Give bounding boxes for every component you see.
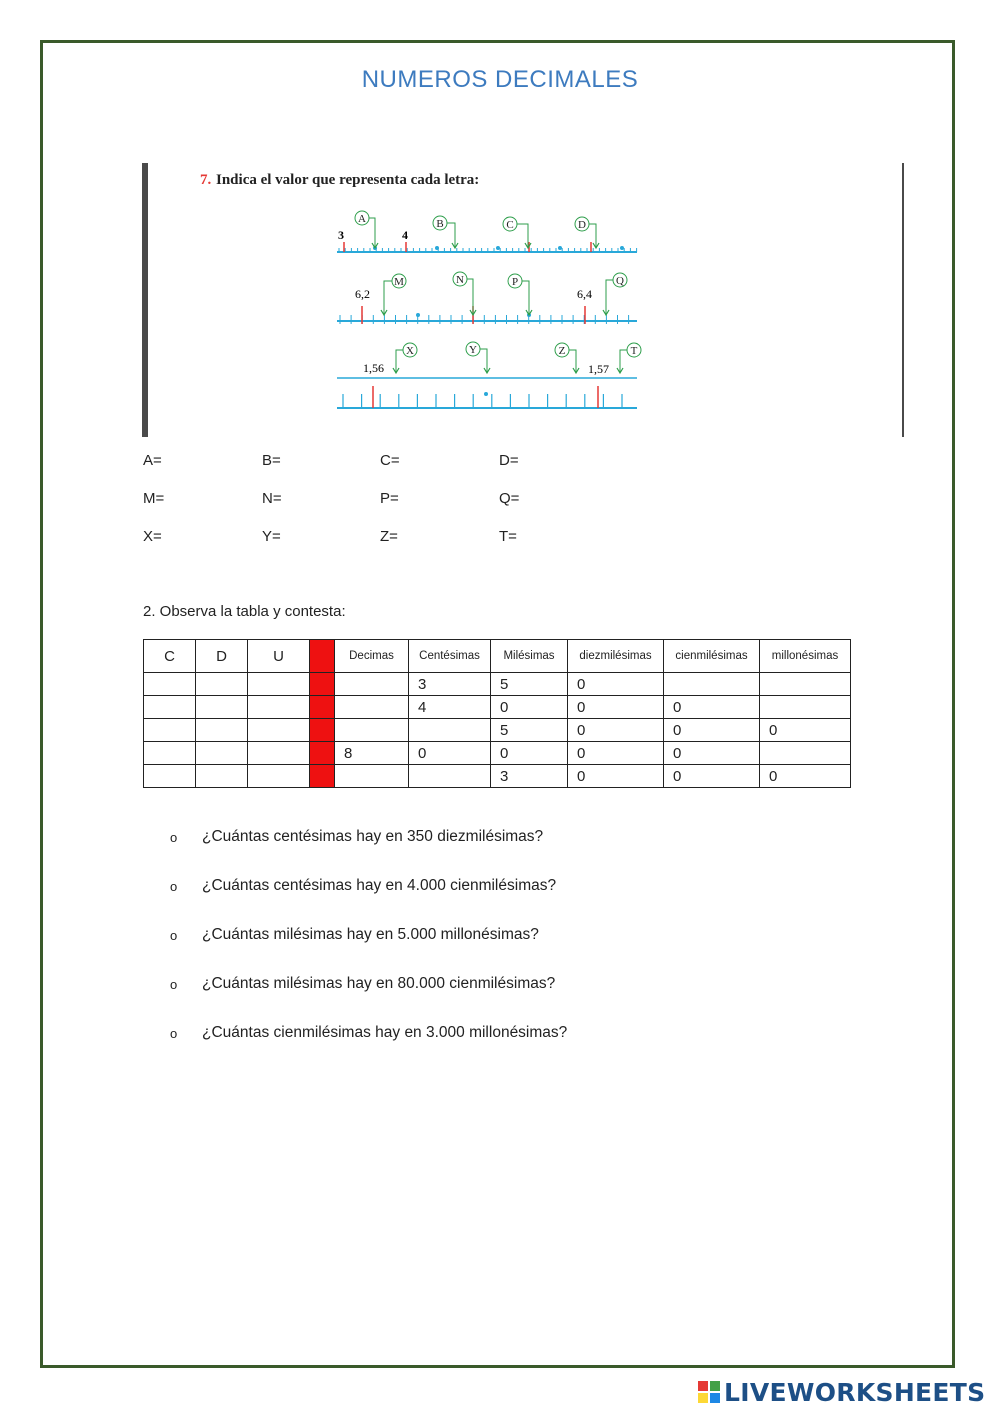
arrow-line bbox=[620, 350, 627, 373]
table-header-row bbox=[144, 640, 851, 673]
answer-d[interactable]: D= bbox=[499, 452, 519, 469]
question-1: ¿Cuántas centésimas hay en 350 diezmilésimas? bbox=[202, 828, 544, 845]
line2-label-6-4: 6,4 bbox=[577, 287, 592, 301]
number-line-2 bbox=[337, 272, 637, 324]
question-2: ¿Cuántas centésimas hay en 4.000 cienmilésimas? bbox=[202, 877, 557, 894]
cell[interactable]: 0 bbox=[664, 719, 760, 742]
cell[interactable] bbox=[248, 742, 310, 765]
cell[interactable] bbox=[196, 765, 248, 788]
arrow-line bbox=[569, 350, 576, 373]
number-line-1 bbox=[337, 211, 637, 252]
decimal-point-marker bbox=[310, 673, 335, 696]
exercise-number: 7. bbox=[200, 172, 212, 188]
header-decimas: Decimas bbox=[335, 640, 409, 673]
cell[interactable]: 0 bbox=[409, 742, 491, 765]
cell[interactable]: 0 bbox=[568, 742, 664, 765]
bullet-icon: o bbox=[170, 830, 178, 845]
answer-b[interactable]: B= bbox=[262, 452, 281, 469]
table-row bbox=[144, 719, 851, 742]
answers-row-3 bbox=[143, 528, 743, 566]
line3-label-1-57: 1,57 bbox=[588, 362, 609, 376]
decimal-point-marker bbox=[310, 742, 335, 765]
cell[interactable]: 0 bbox=[760, 719, 851, 742]
cell[interactable]: 0 bbox=[568, 719, 664, 742]
cell[interactable] bbox=[196, 673, 248, 696]
bullet-icon: o bbox=[170, 879, 178, 894]
letter-t: T bbox=[630, 345, 638, 357]
question-3: ¿Cuántas milésimas hay en 5.000 millonésimas? bbox=[202, 926, 539, 943]
answers-row-1 bbox=[143, 452, 743, 490]
cell[interactable]: 0 bbox=[568, 696, 664, 719]
cell[interactable] bbox=[335, 719, 409, 742]
line2-label-6-2: 6,2 bbox=[355, 287, 370, 301]
cell[interactable] bbox=[760, 696, 851, 719]
header-milesimas: Milésimas bbox=[491, 640, 568, 673]
cell[interactable] bbox=[196, 742, 248, 765]
logo-icon bbox=[698, 1381, 720, 1403]
cell[interactable]: 8 bbox=[335, 742, 409, 765]
letter-z: Z bbox=[558, 345, 566, 357]
answer-a[interactable]: A= bbox=[143, 452, 162, 469]
header-centesimas: Centésimas bbox=[409, 640, 491, 673]
cell[interactable] bbox=[144, 719, 196, 742]
decimal-point-marker bbox=[310, 640, 335, 673]
line1-label-3: 3 bbox=[338, 228, 344, 242]
answers-row-2 bbox=[143, 490, 743, 528]
answer-m[interactable]: M= bbox=[143, 490, 165, 507]
letter-p: P bbox=[511, 276, 519, 288]
letter-x: X bbox=[406, 345, 414, 357]
question-4: ¿Cuántas milésimas hay en 80.000 cienmilésimas? bbox=[202, 975, 556, 992]
liveworksheets-logo bbox=[698, 1376, 985, 1408]
letter-c: C bbox=[506, 219, 514, 231]
cell[interactable]: 0 bbox=[491, 696, 568, 719]
table-row bbox=[144, 742, 851, 765]
answer-x[interactable]: X= bbox=[143, 528, 162, 545]
cell[interactable] bbox=[144, 765, 196, 788]
letter-n: N bbox=[456, 274, 464, 286]
bullet-icon: o bbox=[170, 977, 178, 992]
cell[interactable] bbox=[664, 673, 760, 696]
table-row bbox=[144, 765, 851, 788]
cell[interactable]: 3 bbox=[491, 765, 568, 788]
cell[interactable] bbox=[409, 765, 491, 788]
cell[interactable] bbox=[248, 719, 310, 742]
arrow-line bbox=[384, 281, 392, 315]
table-row bbox=[144, 673, 851, 696]
answer-t[interactable]: T= bbox=[499, 528, 517, 545]
answer-n[interactable]: N= bbox=[262, 490, 282, 507]
bullet-icon: o bbox=[170, 928, 178, 943]
cell[interactable] bbox=[196, 719, 248, 742]
letter-y: Y bbox=[469, 344, 477, 356]
cell[interactable] bbox=[248, 696, 310, 719]
cell[interactable] bbox=[248, 673, 310, 696]
cell[interactable] bbox=[760, 742, 851, 765]
arrow-line bbox=[522, 281, 529, 315]
dot-marker bbox=[435, 246, 439, 250]
arrow-line bbox=[589, 224, 596, 248]
decimal-point-marker bbox=[310, 696, 335, 719]
letter-q: Q bbox=[616, 275, 624, 287]
number-lines-figure bbox=[142, 163, 904, 437]
letter-a: A bbox=[358, 213, 366, 225]
arrow-line bbox=[480, 349, 487, 373]
dot-marker bbox=[484, 392, 488, 396]
answers-grid bbox=[143, 452, 743, 566]
dot-marker bbox=[416, 313, 420, 317]
cell[interactable] bbox=[335, 673, 409, 696]
cell[interactable]: 5 bbox=[491, 673, 568, 696]
header-cienmilesimas: cienmilésimas bbox=[664, 640, 760, 673]
section-2-title: 2. Observa la tabla y contesta: bbox=[143, 603, 346, 620]
header-millonesimas: millonésimas bbox=[760, 640, 851, 673]
arrow-line bbox=[396, 350, 403, 373]
exercise-7-image bbox=[142, 163, 904, 437]
line1-label-4: 4 bbox=[402, 228, 408, 242]
question-5: ¿Cuántas cienmilésimas hay en 3.000 millonésimas? bbox=[202, 1024, 568, 1041]
cell[interactable]: 0 bbox=[664, 742, 760, 765]
answer-y[interactable]: Y= bbox=[262, 528, 281, 545]
cell[interactable]: 5 bbox=[491, 719, 568, 742]
arrow-line bbox=[447, 223, 455, 248]
arrow-line bbox=[606, 280, 613, 315]
arrow-line bbox=[467, 279, 473, 315]
cell[interactable]: 0 bbox=[664, 696, 760, 719]
cell[interactable]: 0 bbox=[664, 765, 760, 788]
cell[interactable] bbox=[335, 765, 409, 788]
answer-q[interactable]: Q= bbox=[499, 490, 520, 507]
header-u: U bbox=[248, 640, 310, 673]
cell[interactable]: 3 bbox=[409, 673, 491, 696]
header-c: C bbox=[144, 640, 196, 673]
letter-b: B bbox=[436, 218, 444, 230]
answer-z[interactable]: Z= bbox=[380, 528, 398, 545]
cell[interactable] bbox=[144, 673, 196, 696]
cell[interactable] bbox=[335, 696, 409, 719]
answer-p[interactable]: P= bbox=[380, 490, 399, 507]
cell[interactable] bbox=[409, 719, 491, 742]
dot-marker bbox=[620, 246, 624, 250]
cell[interactable] bbox=[760, 673, 851, 696]
header-diezmilesimas: diezmilésimas bbox=[568, 640, 664, 673]
brand-name: LIVEWORKSHEETS bbox=[724, 1377, 986, 1407]
cell[interactable] bbox=[196, 696, 248, 719]
bullet-icon: o bbox=[170, 1026, 178, 1041]
place-value-table bbox=[143, 639, 851, 788]
cell[interactable]: 0 bbox=[760, 765, 851, 788]
letter-d: D bbox=[578, 219, 586, 231]
header-d: D bbox=[196, 640, 248, 673]
cell[interactable]: 4 bbox=[409, 696, 491, 719]
cell[interactable] bbox=[144, 742, 196, 765]
cell[interactable] bbox=[144, 696, 196, 719]
cell[interactable]: 0 bbox=[491, 742, 568, 765]
decimal-point-marker bbox=[310, 765, 335, 788]
answer-c[interactable]: C= bbox=[380, 452, 400, 469]
letter-m: M bbox=[394, 276, 404, 288]
line3-label-1-56: 1,56 bbox=[363, 361, 384, 375]
page-title: NUMEROS DECIMALES bbox=[361, 66, 639, 93]
dot-marker bbox=[496, 246, 500, 250]
table-row bbox=[144, 696, 851, 719]
cell[interactable] bbox=[248, 765, 310, 788]
cell[interactable]: 0 bbox=[568, 673, 664, 696]
dot-marker bbox=[558, 246, 562, 250]
decimal-point-marker bbox=[310, 719, 335, 742]
cell[interactable]: 0 bbox=[568, 765, 664, 788]
exercise-instruction: Indica el valor que representa cada letra: bbox=[216, 172, 480, 188]
